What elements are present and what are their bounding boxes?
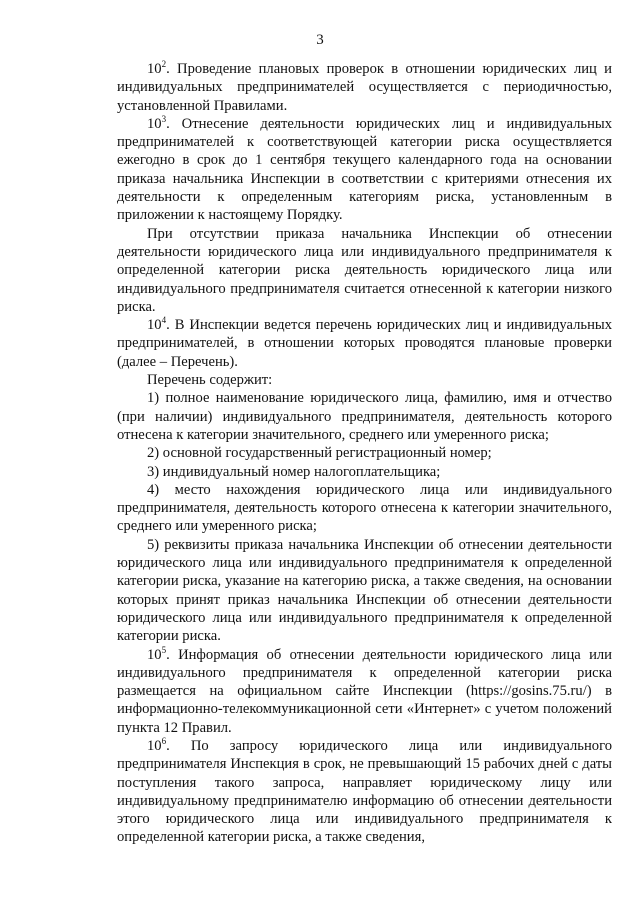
paragraph-10-2 xyxy=(117,60,612,115)
clause-superscript: 3 xyxy=(161,113,167,124)
paragraph-10-3 xyxy=(117,115,612,225)
paragraph-text: 5) реквизиты приказа начальника Инспекции об отнесении деятельности юридического лица или индивидуального предпринимателя к определенной категории риска, указание на категорию риска, а также сведения, на основании которых принят приказ начальника Инспекции об отнесении деятельности юридического лица или индивидуального предпринимателя к определенной категории риска. xyxy=(117,536,612,645)
paragraph-text: . В Инспекции ведется перечень юридических лиц и индивидуальных предпринимателей, в отношении которых проводятся плановые проверки (далее – Перечень). xyxy=(117,317,612,370)
clause-number: 10 xyxy=(147,737,162,754)
page-number: 3 xyxy=(316,32,324,48)
clause-superscript: 5 xyxy=(161,644,167,655)
clause-number: 10 xyxy=(147,115,162,132)
paragraph-text: При отсутствии приказа начальника Инспекции об отнесении деятельности юридического лица или индивидуального предпринимателя к определенной категории риска деятельность юридического лица или индивидуального предпринимателя считается отнесенной к категории низкого риска. xyxy=(117,225,612,315)
paragraph-low-risk xyxy=(117,225,612,316)
clause-number: 10 xyxy=(147,646,162,663)
paragraph-10-4 xyxy=(117,316,612,371)
paragraph-10-6 xyxy=(117,737,612,847)
paragraph-text: . Отнесение деятельности юридических лиц и индивидуальных предпринимателей к соответствующей категории риска осуществляется ежегодно в срок до 1 сентября текущего календарного года на основании приказа начальника Инспекции в соответствии с критериями отнесения их деятельности к определенным категориям риска, установленным в приложении к настоящему Порядку. xyxy=(117,115,612,224)
list-item-5 xyxy=(117,536,612,646)
paragraph-list-intro xyxy=(117,371,612,389)
list-item-1 xyxy=(117,389,612,444)
clause-number: 10 xyxy=(147,61,162,77)
paragraph-text: 3) индивидуальный номер налогоплательщика; xyxy=(147,463,441,480)
paragraph-10-5 xyxy=(117,646,612,737)
paragraph-text: 2) основной государственный регистрационный номер; xyxy=(147,445,492,462)
paragraph-text: . Информация об отнесении деятельности юридического лица или индивидуального предпринимателя к определенной категории риска размещается на официальном сайте Инспекции (https://gosins.75.ru/) в информационно-телекоммуникационной сети «Интернет» с учетом положений пункта 12 Правил. xyxy=(117,646,612,736)
document-body xyxy=(117,60,612,847)
clause-number: 10 xyxy=(147,317,162,334)
paragraph-text: 4) место нахождения юридического лица или индивидуального предпринимателя, деятельность которого отнесена к категории значительного, среднего или умеренного риска; xyxy=(117,481,612,535)
paragraph-text: 1) полное наименование юридического лица, фамилию, имя и отчество (при наличии) индивидуального предпринимателя, деятельность которого отнесена к категории значительного, среднего или умеренного риска; xyxy=(117,390,612,443)
clause-superscript: 2 xyxy=(161,59,167,69)
clause-superscript: 6 xyxy=(161,735,167,746)
list-item-3 xyxy=(117,463,612,481)
list-item-2 xyxy=(117,444,612,462)
paragraph-text: . Проведение плановых проверок в отношении юридических лиц и индивидуальных предпринимателей осуществляется с периодичностью, установленной Правилами. xyxy=(117,61,612,114)
paragraph-text: Перечень содержит: xyxy=(147,372,273,389)
clause-superscript: 4 xyxy=(161,315,167,326)
list-item-4 xyxy=(117,481,612,536)
paragraph-text: . По запросу юридического лица или индивидуального предпринимателя Инспекция в срок, не превышающий 15 рабочих дней с даты поступления такого запроса, направляет юридическому лицу или индивидуальному предпринимателю информацию об отнесении деятельности этого юридического лица или индивидуального предпринимателя к определенной категории риска, а также сведения, xyxy=(117,737,612,846)
